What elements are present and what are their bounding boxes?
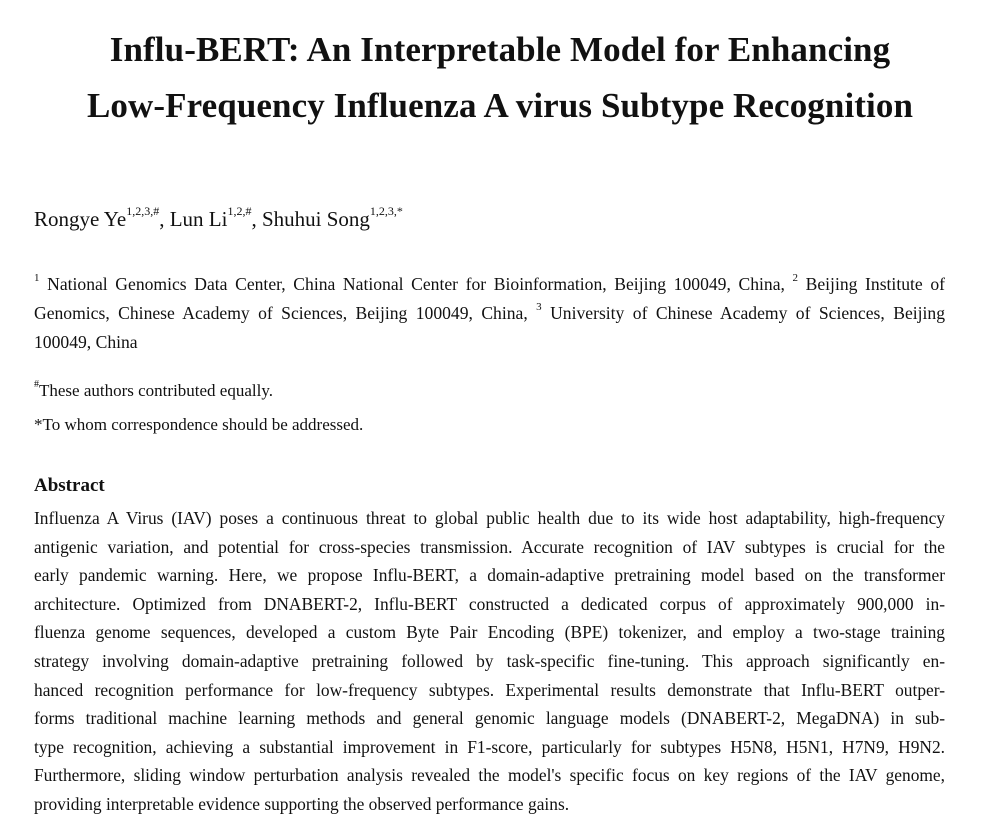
affiliation-mark: 3 <box>536 301 542 314</box>
author-list <box>34 204 403 234</box>
author-name: Shuhui Song <box>261 207 370 231</box>
title-line-2: Low-Frequency Influenza A virus Subtype Recognition <box>86 86 914 125</box>
affiliation-text: University of Chinese Academy of Sciences, Beijing 100049, China <box>34 303 946 352</box>
author-affiliation-marks: 1,2,3,# <box>126 204 160 218</box>
abstract-line: strategy involving domain-adaptive pretraining followed by task-specific fine-tuning. This approach significantly en- <box>34 650 945 671</box>
affiliation-text: National Genomics Data Center, China National Center for Bioinformation, Beijing 100049, China, <box>39 274 793 294</box>
author-affiliation-marks: 1,2,# <box>227 204 252 218</box>
correspondence-note: *To whom correspondence should be addressed. <box>34 415 364 434</box>
affiliations <box>34 270 945 357</box>
abstract-line: type recognition, achieving a substantial improvement in F1-score, particularly for subtypes H5N8, H5N1, H7N9, H9N2. <box>34 736 945 757</box>
author-separator: , <box>251 207 262 231</box>
abstract-line: providing interpretable evidence supporting the observed performance gains. <box>34 793 570 814</box>
abstract-body <box>34 504 945 819</box>
abstract-line: Influenza A Virus (IAV) poses a continuous threat to global public health due to its wide host adaptability, high-frequency <box>34 508 945 528</box>
author-separator: , <box>159 207 170 231</box>
title-line-1: Influ-BERT: An Interpretable Model for Enhancing <box>109 30 891 69</box>
affiliation-mark: 2 <box>792 272 799 285</box>
abstract-line: fluenza genome sequences, developed a custom Byte Pair Encoding (BPE) tokenizer, and employ a two-stage training <box>34 622 945 643</box>
abstract-line: early pandemic warning. Here, we propose Influ-BERT, a domain-adaptive pretraining model based on the transformer <box>34 565 945 586</box>
abstract-line: architecture. Optimized from DNABERT-2, Influ-BERT constructed a dedicated corpus of approximately 900,000 in- <box>34 593 945 614</box>
abstract-line: Furthermore, sliding window perturbation analysis revealed the model's specific focus on key regions of the IAV genome, <box>34 765 945 786</box>
affiliation-mark: 1 <box>34 272 40 285</box>
author-name: Rongye Ye <box>34 207 127 231</box>
abstract-line: hanced recognition performance for low-frequency subtypes. Experimental results demonstrate that Influ-BERT outper- <box>34 679 945 700</box>
equal-contribution-text: These authors contributed equally. <box>39 381 273 400</box>
author-name: Lun Li <box>169 207 228 231</box>
equal-contribution-note <box>34 379 273 403</box>
abstract-line: forms traditional machine learning methods and general genomic language models (DNABERT-2, MegaDNA) in sub- <box>34 708 945 729</box>
affiliation-text: Beijing Institute of Genomics, Chinese Academy of Sciences, Beijing 100049, China, <box>34 274 945 323</box>
paper-title <box>20 22 980 134</box>
author-affiliation-marks: 1,2,3,* <box>369 204 403 218</box>
equal-contribution-mark: # <box>34 379 39 391</box>
abstract-heading: Abstract <box>34 475 105 496</box>
abstract-line: antigenic variation, and potential for cross-species transmission. Accurate recognition of IAV subtypes is crucial for the <box>34 536 945 557</box>
